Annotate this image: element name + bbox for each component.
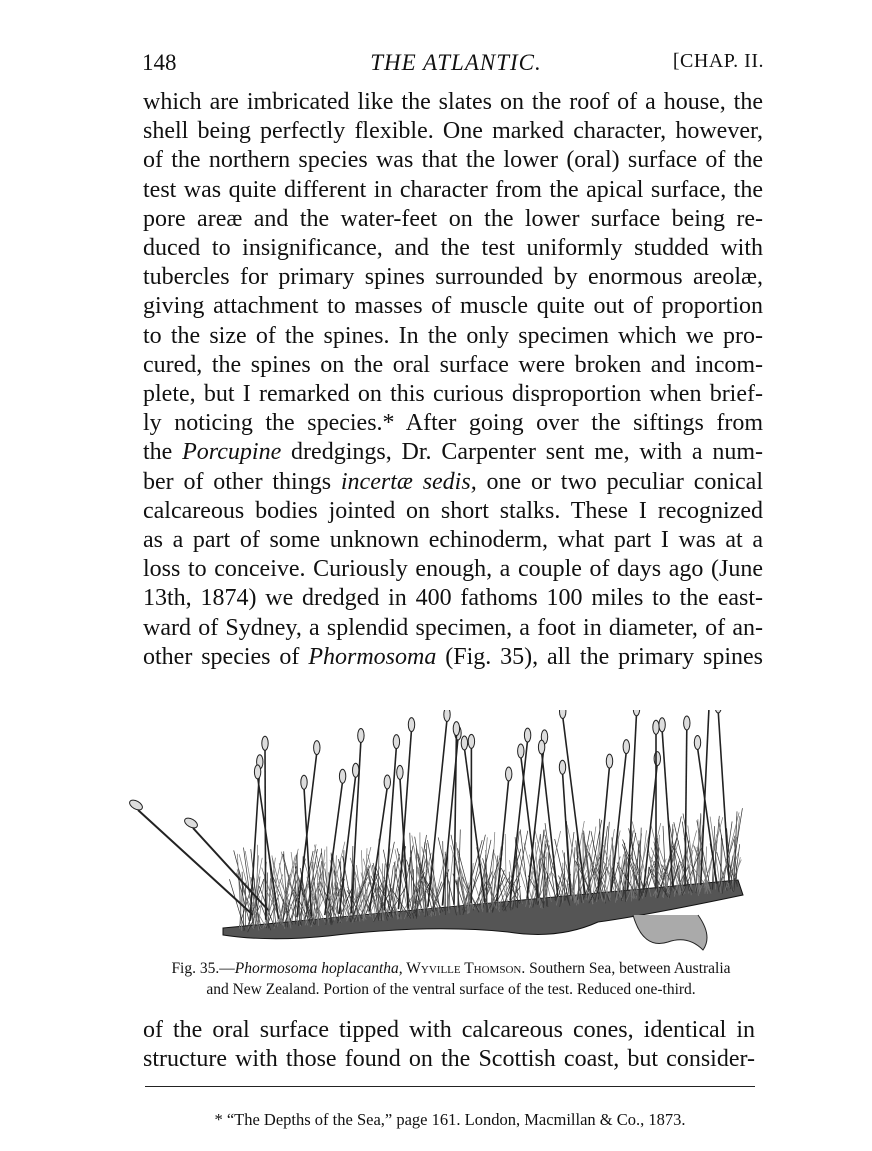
text-line: as a part of some unknown echinoderm, what part I was at a xyxy=(143,527,763,554)
primary-spine xyxy=(628,714,637,891)
primary-spine xyxy=(718,711,729,883)
text-line: duced to insignificance, and the test uniformly studded with xyxy=(143,235,763,262)
spine-tip-cone xyxy=(524,728,530,742)
spine-tip-cone xyxy=(384,775,390,789)
spine-tip-cone xyxy=(538,740,544,754)
text-line xyxy=(143,468,763,497)
spine-tip-cone xyxy=(397,765,403,779)
secondary-spine xyxy=(237,854,241,931)
text-line: 13th, 1874) we dredged in 400 fathoms 100 miles to the east- xyxy=(143,585,763,612)
spine-tip-cone xyxy=(353,763,359,777)
primary-spine xyxy=(454,734,456,905)
spine-tip-cone xyxy=(408,718,414,732)
secondary-spine xyxy=(632,822,651,897)
spine-tip-cone xyxy=(262,736,268,750)
text-line: plete, but I remarked on this curious disproportion when brief- xyxy=(143,381,763,408)
spine-tip-cone xyxy=(633,710,639,716)
text-line: pore areæ and the water-feet on the lower surface being re- xyxy=(143,205,763,232)
spine-tip-cone xyxy=(314,741,320,755)
line-part: ber of other things xyxy=(143,468,341,495)
secondary-spine xyxy=(445,852,446,915)
spine-tip-cone xyxy=(339,769,345,783)
spine-tip-cone xyxy=(694,736,700,750)
text-line: calcareous bodies jointed on short stalks. These I recognized xyxy=(143,497,763,524)
text-line: giving attachment to masses of muscle quite out of proportion xyxy=(143,293,763,320)
line-part: one or two peculiar conical xyxy=(476,468,763,495)
body-paragraph xyxy=(143,88,763,672)
primary-spine xyxy=(685,728,687,886)
text-line: of the northern species was that the lower (oral) surface of the xyxy=(143,147,763,174)
spine-tip-cone xyxy=(468,734,474,748)
text-line: tubercles for primary spines surrounded by enormous areolæ, xyxy=(143,264,763,291)
spine-tip-cone xyxy=(653,720,659,734)
line-part: other species of xyxy=(143,643,309,670)
text-line: test was quite different in character from the apical surface, the xyxy=(143,176,763,203)
running-title: THE ATLANTIC. xyxy=(370,50,542,75)
primary-spine xyxy=(258,777,279,919)
text-line xyxy=(143,438,763,467)
phormosoma-spines-engraving xyxy=(128,710,753,960)
footnote-rule xyxy=(145,1086,755,1087)
spine-tip-cone xyxy=(254,765,260,779)
text-line xyxy=(143,643,763,672)
figure-label: Fig. 35.— xyxy=(171,960,235,977)
spine-tip-cone xyxy=(506,767,512,781)
figure-35-illustration xyxy=(128,710,753,960)
spine-tip-cone xyxy=(684,716,690,730)
text-line: loss to conceive. Curiously enough, a couple of days ago (June xyxy=(143,556,763,583)
text-line: structure with those found on the Scottish coast, but consider- xyxy=(143,1046,755,1073)
primary-spine xyxy=(464,748,484,902)
primary-spine xyxy=(339,775,356,914)
spine-tip-cone xyxy=(518,744,524,758)
species-name: Phormosoma hoplacantha, xyxy=(234,960,403,977)
text-line: cured, the spines on the oral surface were broken and incom- xyxy=(143,351,763,378)
spine-layer xyxy=(128,710,743,950)
figure-caption xyxy=(145,958,757,1000)
spine-tip-cone xyxy=(560,710,566,719)
latin-phrase-italic: incertæ sedis, xyxy=(340,468,477,495)
ship-name-italic: Porcupine xyxy=(182,439,282,466)
caption-location: Southern Sea, between Australia xyxy=(525,960,731,977)
spine-tip-cone xyxy=(461,736,467,750)
primary-spine xyxy=(611,752,626,893)
spine-tip-cone xyxy=(623,740,629,754)
text-line: shell being perfectly flexible. One marked character, however, xyxy=(143,118,763,145)
test-fragment xyxy=(633,915,707,950)
spine-tip-cone xyxy=(444,710,450,722)
secondary-spine xyxy=(327,847,328,920)
footnote: * “The Depths of the Sea,” page 161. London, Macmillan & Co., 1873. xyxy=(214,1110,686,1129)
line-part: (Fig. 35), all the primary spines xyxy=(436,643,764,670)
spine-tip-cone xyxy=(715,710,721,713)
spine-tip-cone xyxy=(559,760,565,774)
spine-tip-cone xyxy=(659,718,665,732)
genus-name-italic: Phormosoma xyxy=(308,643,437,670)
continuation-paragraph xyxy=(143,1016,755,1074)
spine-tip-cone xyxy=(183,816,199,830)
spine-tip-cone xyxy=(128,798,144,812)
text-line: ward of Sydney, a splendid specimen, a foot in diameter, of an- xyxy=(143,614,763,641)
page-number: 148 xyxy=(142,50,177,75)
spine-tip-cone xyxy=(453,722,459,736)
spine-tip-cone xyxy=(393,735,399,749)
text-line: to the size of the spines. In the only specimen which we pro- xyxy=(143,322,763,349)
secondary-spine xyxy=(574,867,575,903)
spine-tip-cone xyxy=(606,754,612,768)
line-part: the xyxy=(143,439,183,466)
author-name: Wyville Thomson. xyxy=(402,960,526,977)
caption-description: and New Zealand. Portion of the ventral surface of the test. Reduced one-third. xyxy=(206,981,696,998)
spine-tip-cone xyxy=(358,729,364,743)
running-header xyxy=(140,44,772,78)
text-line: ly noticing the species.* After going over the siftings from xyxy=(143,410,763,437)
primary-spine xyxy=(193,828,268,910)
secondary-spine xyxy=(631,826,635,894)
spine-tip-cone xyxy=(301,775,307,789)
spine-tip-cone xyxy=(654,752,660,766)
secondary-spine xyxy=(545,835,563,904)
line-part: dredgings, Dr. Carpenter sent me, with a num- xyxy=(281,439,763,466)
secondary-spine xyxy=(382,863,383,918)
chapter-label: [CHAP. II. xyxy=(672,50,764,72)
text-line: of the oral surface tipped with calcareous cones, identical in xyxy=(143,1017,755,1043)
text-line: which are imbricated like the slates on the roof of a house, the xyxy=(143,89,763,115)
